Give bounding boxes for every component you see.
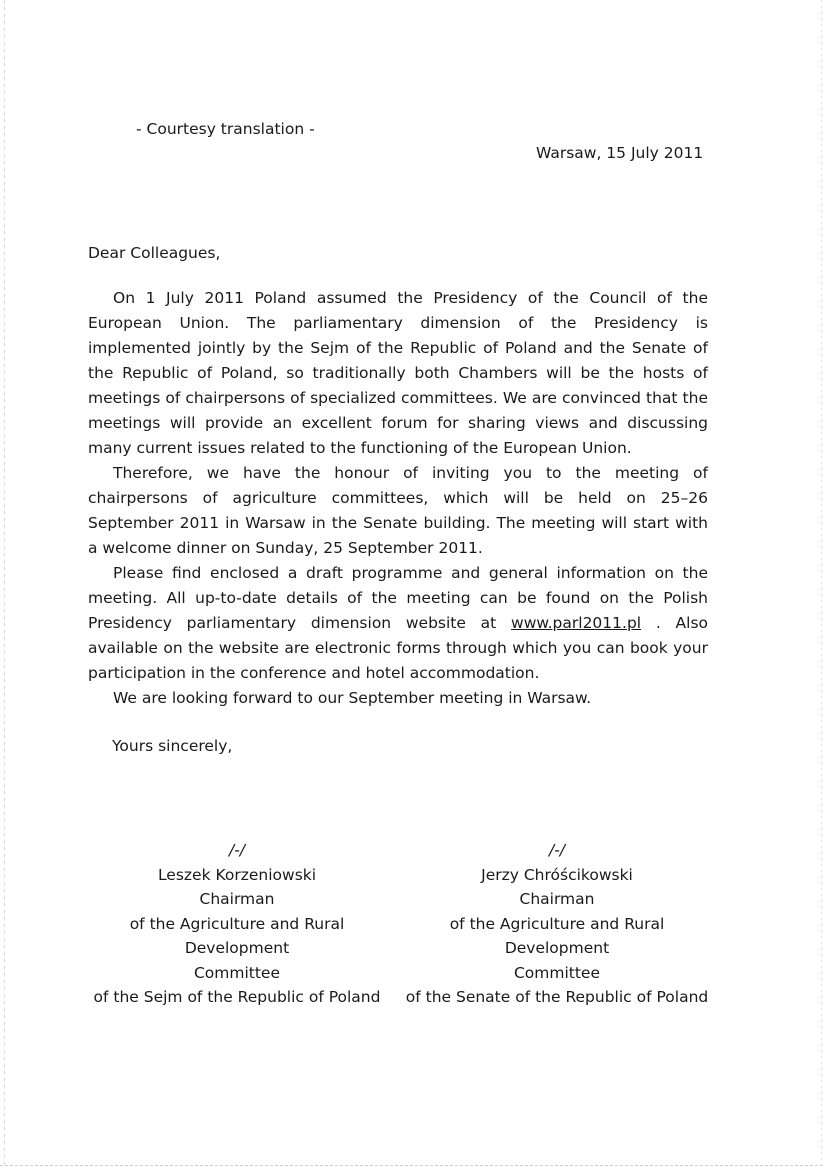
closing: Yours sincerely, [112,737,233,755]
scan-edge-bottom [0,1165,825,1166]
salutation: Dear Colleagues, [88,244,221,262]
signatory-name: Leszek Korzeniowski [157,865,317,884]
signatory-committee-word: Committee [193,963,281,982]
presidency-website-link[interactable]: www.parl2011.pl [511,614,642,632]
letter-body [88,286,708,711]
paragraph-3-text-before-link: Please find enclosed a draft programme and general information on the meeting. All up-to-date details of the meeting can be found on the Polish Presidency parliamentary dimension website at [88,564,708,632]
signature-mark: /-/ [548,841,566,859]
signatory-chamber: of the Sejm of the Republic of Poland [93,988,381,1006]
signature-block-senate [404,838,710,1010]
signature-block-sejm [84,838,390,1010]
place-date: Warsaw, 15 July 2011 [536,144,704,162]
scan-edge-right [821,0,822,1168]
courtesy-note: - Courtesy translation - [136,120,315,138]
scan-edge-left [4,0,5,1168]
signatory-chamber: of the Senate of the Republic of Poland [405,988,709,1006]
signatory-title: Chairman [199,890,275,908]
paragraph-2: Therefore, we have the honour of inviting you to the meeting of chairpersons of agriculture committees, which will be held on 25–26 September 2011 in Warsaw in the Senate building. The meeting will start with a welcome dinner on Sunday, 25 September 2011. [88,464,708,557]
paragraph-1: On 1 July 2011 Poland assumed the Presidency of the Council of the European Union. The parliamentary dimension of the Presidency is implemented jointly by the Sejm of the Republic of Poland and the Senate of the Republic of Poland, so traditionally both Chambers will be the hosts of meetings of chairpersons of specialized committees. We are convinced that the meetings will provide an excellent forum for sharing views and discussing many current issues related to the functioning of the European Union. [88,289,708,457]
signatory-committee: of the Agriculture and Rural Development [449,914,665,957]
paragraph-4: We are looking forward to our September meeting in Warsaw. [113,689,592,707]
paragraph-3-text-after-link: . Also available on the website are electronic forms through which you can book your participation in the conference and hotel accommodation. [88,614,708,682]
signature-mark: /-/ [228,841,246,859]
paragraph-3 [88,561,708,686]
signatory-committee-word: Committee [513,963,601,982]
signatory-title: Chairman [519,890,595,908]
signatory-committee: of the Agriculture and Rural Development [129,914,345,957]
signatory-name: Jerzy Chróścikowski [481,865,633,884]
